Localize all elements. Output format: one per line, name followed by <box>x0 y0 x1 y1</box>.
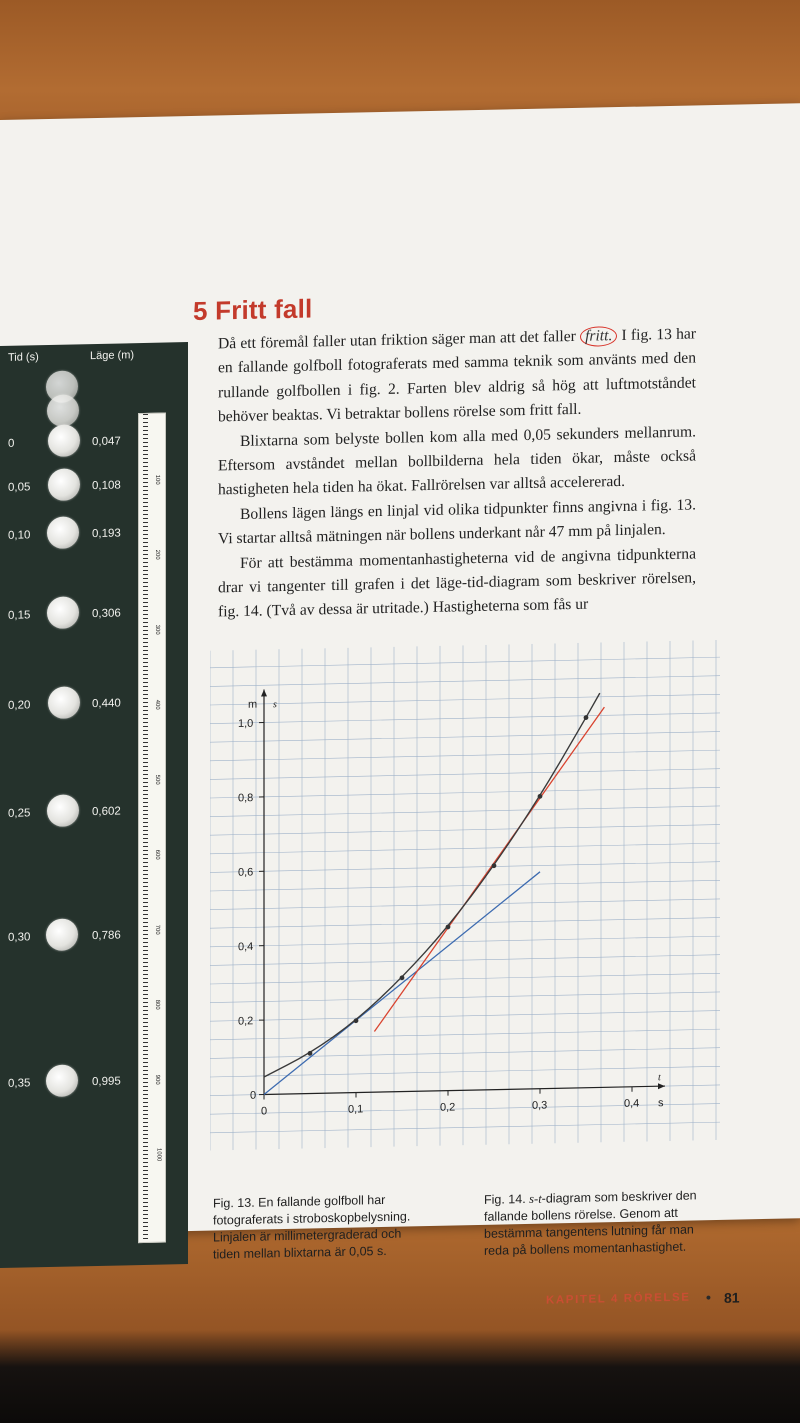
paragraph-2: Blixtarna som belyste bollen kom alla med 0,05 sekunders mellanrum. Eftersom avståndet mellan bollbilderna hela tiden ökar, måste också hastigheten hela tiden ha ökat. Fallrörelsen var alltså accelererad. <box>218 423 696 499</box>
x-tick-label: 0,1 <box>348 1103 364 1116</box>
x-tick-label: 0,4 <box>624 1097 640 1110</box>
tangent-line <box>264 872 540 1095</box>
position-value: 0,108 <box>92 479 121 493</box>
chart-points <box>308 715 589 1056</box>
paragraph-1-end: I fig. 13 har en fallande golfboll fotograferats med samma teknik som använts med den rullande golfbollen i fig. 2. Farten blev aldrig så hög att luftmotståndet behöver beaktas. Vi betraktar bollens rörelse som fritt fall. <box>218 325 697 426</box>
grid-line-horizontal <box>210 843 720 854</box>
chart-grid <box>210 640 720 1151</box>
time-value: 0,05 <box>8 481 31 494</box>
grid-line-horizontal <box>210 862 720 873</box>
ruler-number: 800 <box>154 999 161 1010</box>
y-symbol-label: s <box>273 699 277 711</box>
x-tick-label: 0,2 <box>440 1101 456 1114</box>
y-axis-arrow <box>261 689 267 696</box>
section-heading <box>193 293 312 327</box>
section-title: Fritt fall <box>215 293 313 326</box>
paragraph-1-start: Då ett föremål faller utan friktion säger man att det faller <box>218 327 581 353</box>
time-value: 0,20 <box>8 699 31 712</box>
x-tick-label: 0,3 <box>532 1099 548 1112</box>
position-value: 0,995 <box>92 1075 121 1089</box>
caption-fig14-italic: s-t <box>529 1191 542 1206</box>
ruler-number: 100 <box>154 474 161 485</box>
grid-line-horizontal <box>210 1104 720 1118</box>
caption-fig14-prefix: Fig. 14. <box>484 1191 530 1207</box>
grid-line-horizontal <box>210 806 720 817</box>
circled-word-fritt: fritt. <box>580 326 617 347</box>
footer-chapter-title: KAPITEL 4 RÖRELSE <box>546 1291 691 1307</box>
grid-line-horizontal <box>210 1011 720 1022</box>
section-number: 5 <box>193 295 208 326</box>
grid-line-horizontal <box>210 880 720 891</box>
tangent-line <box>374 707 604 1031</box>
grid-line-horizontal <box>210 769 720 780</box>
ruler-number: 900 <box>154 1074 161 1085</box>
ruler-number: 500 <box>154 774 161 785</box>
grid-line-horizontal <box>210 918 720 929</box>
caption-fig14-text: -diagram som beskriver den fallande bollens rörelse. Genom att bestämma tangentens lutning får man reda på bollens momentanhastighet. <box>484 1188 697 1258</box>
data-point <box>308 1051 313 1056</box>
s-t-diagram <box>210 640 720 1151</box>
y-tick-label: 0,4 <box>238 940 254 954</box>
data-point <box>354 1018 359 1023</box>
x-axis-arrow <box>658 1083 665 1089</box>
body-text <box>218 322 696 625</box>
ruler-number: 300 <box>154 624 161 635</box>
paragraph-1 <box>218 322 696 430</box>
ruler-number: 700 <box>154 924 161 935</box>
data-point <box>400 975 405 980</box>
ruler-number: 200 <box>154 549 161 560</box>
time-value: 0,25 <box>8 807 31 820</box>
x-symbol-label: t <box>658 1072 661 1084</box>
ruler-number: 600 <box>154 849 161 860</box>
paragraph-4: För att bestämma momentanhastigheterna vid de angivna tidpunkterna drar vi tangenter till grafen i det läge-tid-diagram som beskriver rörelsen, fig. 14. (Två av dessa är utritade.) Hastigheterna som fås ur <box>218 545 696 621</box>
paragraph-3: Bollens lägen längs en linjal vid olika tidpunkter finns angivna i fig. 13. Vi startar alltså mätningen när bollens underkant når 47 mm på linjalen. <box>218 496 696 548</box>
millimeter-ruler <box>138 413 166 1244</box>
grid-line-horizontal <box>210 973 720 984</box>
y-tick-label: 0,8 <box>238 792 254 805</box>
grid-line-horizontal <box>210 936 720 947</box>
book-page <box>0 103 800 1307</box>
grid-line-horizontal <box>210 676 720 687</box>
grid-line-horizontal <box>210 750 720 761</box>
time-value: 0,30 <box>8 931 31 944</box>
caption-fig14 <box>484 1187 704 1260</box>
ruler-number: 400 <box>154 699 161 710</box>
chart-lines <box>264 693 604 1094</box>
position-column-header: Läge (m) <box>90 349 135 363</box>
grid-line-horizontal <box>210 1066 720 1077</box>
grid-line-horizontal <box>210 713 720 724</box>
position-value: 0,193 <box>92 527 121 541</box>
time-value: 0,15 <box>8 609 31 622</box>
time-value: 0,10 <box>8 529 31 542</box>
dark-foreground <box>0 1330 800 1423</box>
data-point <box>492 863 497 868</box>
grid-line-horizontal <box>210 732 720 743</box>
y-tick-label: 0,2 <box>238 1015 254 1028</box>
position-value: 0,440 <box>92 697 121 711</box>
position-curve <box>264 693 600 1077</box>
data-point <box>538 794 543 799</box>
position-value: 0,786 <box>92 929 121 943</box>
x-tick-label: 0 <box>261 1105 268 1118</box>
ruler-number: 1000 <box>155 1147 162 1162</box>
grid-line-horizontal <box>210 1122 720 1133</box>
caption-fig13: Fig. 13. En fallande golfboll har fotograferats i stroboskopbelysning. Linjalen är millimetergraderad och tiden mellan blixtarna är 0,05 s. <box>213 1192 411 1262</box>
time-column-header: Tid (s) <box>8 351 39 364</box>
footer-separator: • <box>706 1289 711 1306</box>
time-value: 0 <box>8 437 15 450</box>
y-tick-label: 1,0 <box>238 717 254 731</box>
grid-line-horizontal <box>210 1048 720 1059</box>
grid-line-horizontal <box>210 1029 720 1040</box>
grid-line-horizontal <box>210 955 720 966</box>
position-value: 0,602 <box>92 805 121 819</box>
y-tick-label: 0 <box>250 1089 257 1102</box>
position-value: 0,047 <box>92 435 121 449</box>
grid-line-horizontal <box>210 787 720 798</box>
grid-line-horizontal <box>210 694 720 705</box>
position-value: 0,306 <box>92 607 121 621</box>
data-point <box>446 924 451 929</box>
page-number: 81 <box>724 1289 740 1306</box>
y-tick-label: 0,6 <box>238 866 254 879</box>
time-value: 0,35 <box>8 1077 31 1090</box>
grid-line-horizontal <box>210 825 720 836</box>
x-unit-label: s <box>658 1097 664 1110</box>
grid-line-horizontal <box>210 657 720 668</box>
grid-line-horizontal <box>210 992 720 1003</box>
x-axis <box>264 1086 665 1094</box>
y-unit-label: m <box>248 698 258 711</box>
